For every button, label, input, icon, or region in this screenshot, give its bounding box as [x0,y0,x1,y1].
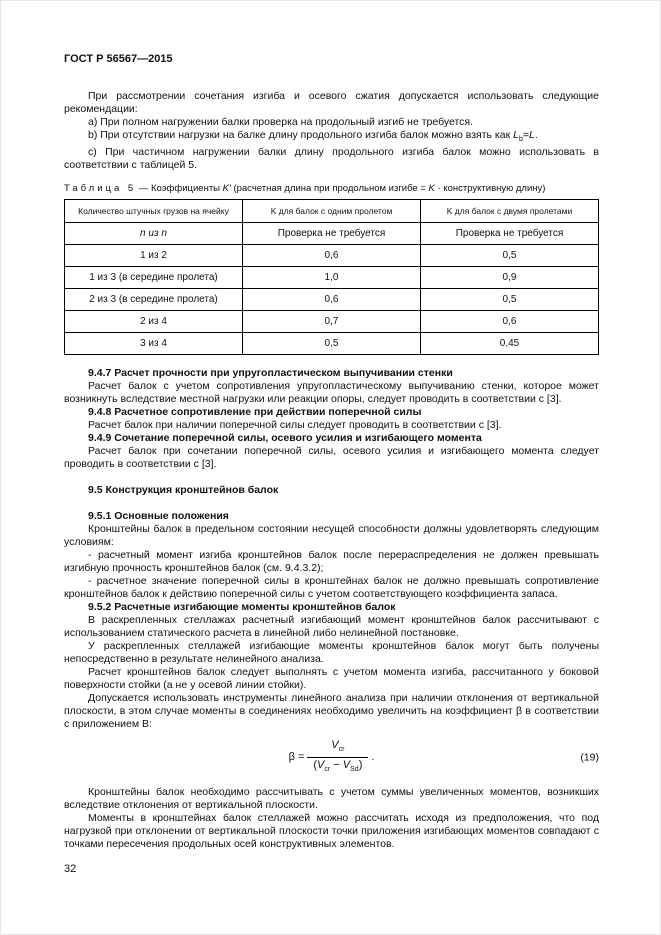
var-Vcr: V [331,739,339,752]
var-L-subscript: b [518,136,523,144]
table-cell: 1 из 2 [65,245,243,267]
formula-period: . [371,751,375,764]
table-row [65,245,599,267]
var-Vcr2-subscript: cr [324,766,331,774]
var-L: L [513,129,519,141]
section-9-4-7-paragraph: Расчет балок с учетом сопротивления упругопластическому выпучиванию стенки, которое может возникнуть вследствие местной нагрузки или реакции опоры, следует проводить в соответствии с [3]. [64,380,599,406]
table-cell: 0,6 [243,245,421,267]
var-Vsd: V [342,759,351,772]
section-9-5-2-paragraph-2: У раскрепленных стеллажей изгибающие моменты кронштейнов балок могут быть получены непосредственно в результате нелинейного анализа. [64,640,599,666]
table-cell: Проверка не требуется [243,223,421,245]
table-header-cell: K для балок с двумя пролетами [421,200,599,223]
table-header-cell: K для балок с одним пролетом [243,200,421,223]
table-body [65,223,599,355]
table-row [65,289,599,311]
section-heading-9-4-8: 9.4.8 Расчетное сопротивление при действии поперечной силы [88,406,422,419]
table-header-row [65,200,599,223]
section-heading-9-5-1: 9.5.1 Основные положения [88,510,229,523]
table-caption-label: Таблица 5 [64,183,137,195]
section-heading-9-5-2: 9.5.2 Расчетные изгибающие моменты кронштейнов балок [88,601,396,614]
table-header-cell: Количество штучных грузов на ячейку [65,200,243,223]
var-Vcr-subscript: cr [338,746,345,754]
section-9-5-2-paragraph-4: Допускается использовать инструменты линейного анализа при наличии отклонения от вертикальной плоскости, в этом случае моменты в соединениях необходимо увеличить на коэффициент β в соответствии с приложением В: [64,692,599,731]
table-caption-mid: (расчетная длина при продольном изгибе = [230,183,429,195]
section-heading-9-4-7: 9.4.7 Расчет прочности при упругопластическом выпучивании стенки [88,367,453,380]
table-cell: 2 из 3 (в середине пролета) [65,289,243,311]
section-9-5-1-bullet-2: - расчетное значение поперечной силы в кронштейнах балок не должно превышать сопротивление кронштейнов балок к действию поперечной силы с учетом соответствующего коэффициента запаса. [64,575,599,601]
table-cell: 0,5 [421,245,599,267]
table-cell: Проверка не требуется [421,223,599,245]
table-cell: 0,7 [243,311,421,333]
list-item-a: a) При полном нагружении балки проверка на продольный изгиб не требуется. [88,116,474,128]
formula-19 [64,739,599,776]
table-cell: 0,6 [243,289,421,311]
paren-close: ) [358,759,363,772]
section-9-5-2-paragraph-3: Расчет кронштейнов балок следует выполнять с учетом момента изгиба, рассчитанного у боковой поверхности стойки (а не у осевой линии стойки). [64,666,599,692]
table-cell: 1,0 [243,267,421,289]
table-row [65,267,599,289]
list-item-c: c) При частичном нагружении балки длину продольного изгиба балок можно использовать в соответствии с таблицей 5. [64,146,599,172]
table-cell: 2 из 4 [65,311,243,333]
paren-open: ( [313,759,318,772]
var-Vcr2: V [317,759,325,772]
section-9-5-1-paragraph: Кронштейны балок в предельном состоянии несущей способности должны удовлетворять следующим условиям: [64,523,599,549]
equals-sign: = [522,129,529,141]
fraction-denominator [307,758,368,776]
minus-sign: − [330,759,343,772]
list-item-b-text: b) При отсутствии нагрузки на балке длину продольного изгиба балок можно взять как [88,129,514,141]
page-number: 32 [64,863,77,875]
content [64,53,599,851]
list-item-b-end: . [534,129,538,141]
intro-paragraph: При рассмотрении сочетания изгиба и осевого сжатия допускается использовать следующие рекомендации: [64,90,599,115]
formula-lhs: β = [288,751,305,764]
section-9-5-2-paragraph-1: В раскрепленных стеллажах расчетный изгибающий момент кронштейнов балок рассчитывают с использованием статического расчета в линейной либо нелинейной постановке. [64,614,599,640]
list-item-b [64,129,599,146]
formula-expression [289,739,375,776]
section-9-5-1-bullet-1: - расчетный момент изгиба кронштейнов балок после перераспределения не должен превышать изгибную прочность кронштейнов балок (см. 9.4.3.2); [64,549,599,575]
table-row [65,223,599,245]
document-header: ГОСТ Р 56567—2015 [64,53,173,65]
section-heading-9-4-9: 9.4.9 Сочетание поперечной силы, осевого усилия и изгибающего момента [88,432,482,445]
section-9-5-2-paragraph-6: Моменты в кронштейнах балок стеллажей можно рассчитать исходя из предположения, что под нагрузкой при отклонении от вертикальной плоскости точки приложения изгибающих моментов совпадают с точками пересечения продольных осей конструктивных элементов. [64,812,599,851]
fraction-numerator [307,739,368,758]
table-caption-end: · конструктивную длину) [434,183,546,195]
table-cell: 0,45 [421,333,599,355]
table-cell: 0,5 [243,333,421,355]
section-9-4-9-paragraph: Расчет балок при сочетании поперечной силы, осевого усилия и изгибающего момента следует проводить в соответствии с [3]. [64,445,599,471]
table-cell: 1 из 3 (в середине пролета) [65,267,243,289]
table-cell: 0,9 [421,267,599,289]
table-cell: n из n [65,223,243,245]
table-caption-text: Коэффициенты [150,183,223,195]
table-caption-dash: — [136,183,151,195]
var-L2: L [529,129,535,141]
table-caption [64,182,599,195]
var-K-prime: K' [222,183,231,195]
section-9-5-2-paragraph-5: Кронштейны балок необходимо рассчитывать с учетом суммы увеличенных моментов, возникших вследствие отклонения от вертикальной плоскости. [64,786,599,812]
coefficients-table [64,199,599,355]
var-Vsd-subscript: Sd [350,766,359,774]
table-cell: 3 из 4 [65,333,243,355]
var-K: K [428,183,435,195]
table-row [65,311,599,333]
section-heading-9-5: 9.5 Конструкция кронштейнов балок [88,484,279,497]
section-9-4-8-paragraph: Расчет балок при наличии поперечной силы следует проводить в соответствии с [3]. [88,419,502,432]
table-cell: 0,6 [421,311,599,333]
table-cell: 0,5 [421,289,599,311]
fraction [307,739,368,776]
formula-number: (19) [580,751,599,764]
table-row [65,333,599,355]
